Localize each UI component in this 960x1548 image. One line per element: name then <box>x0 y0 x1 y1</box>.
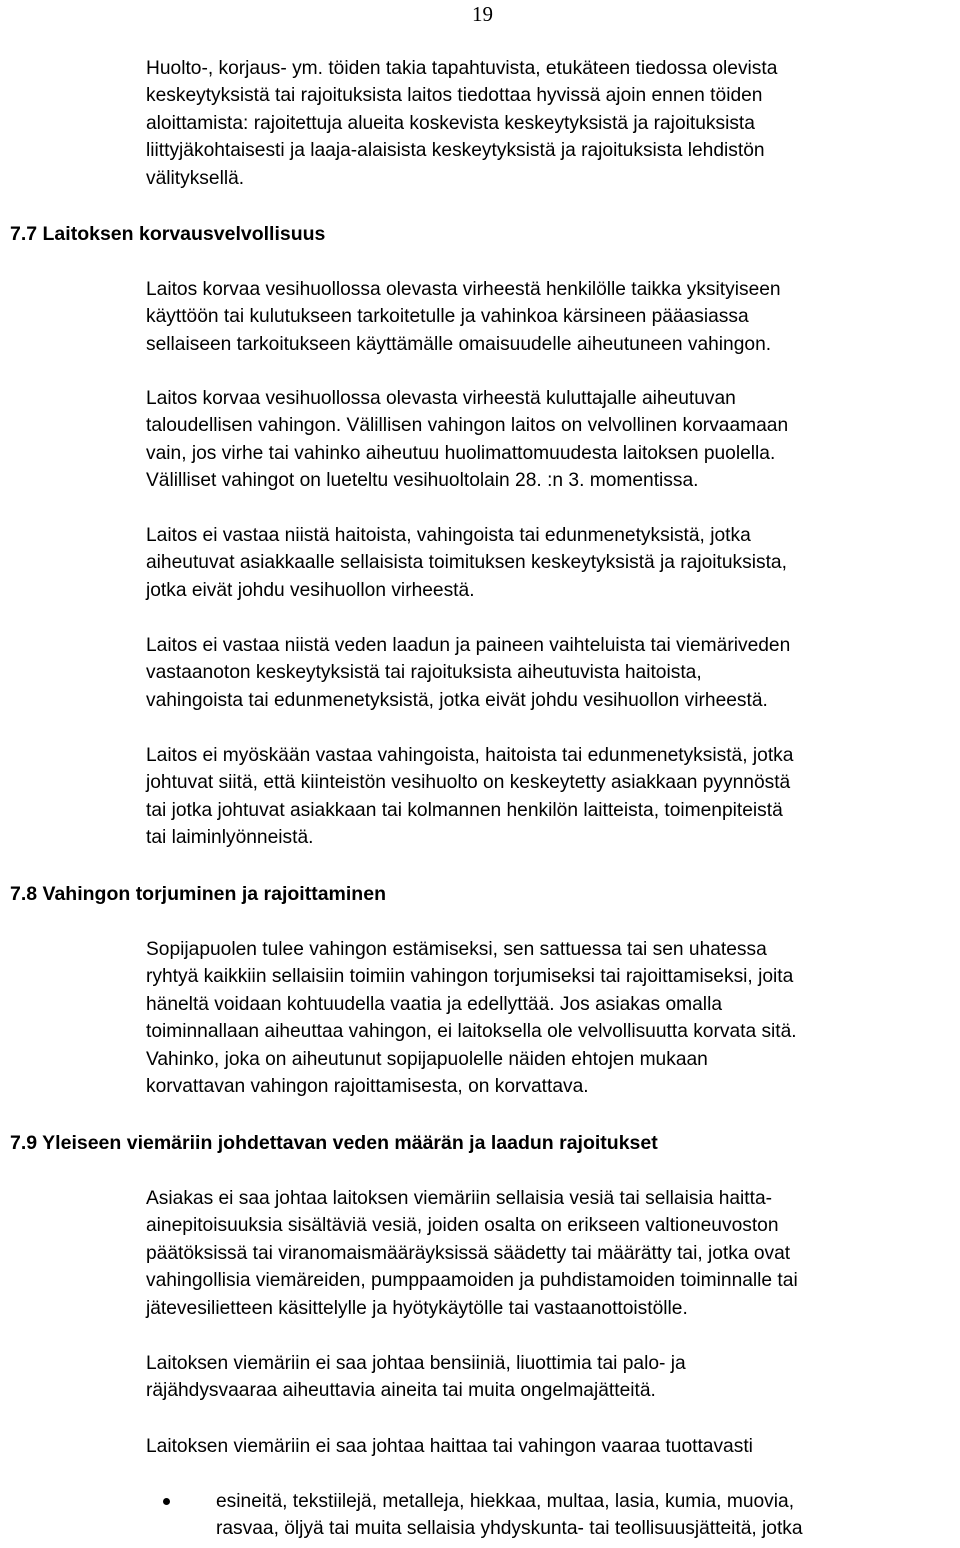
text-line: Laitos ei vastaa niistä haitoista, vahingoista tai edunmenetyksistä, jotka <box>146 525 751 546</box>
text-line: aloittamista: rajoitettuja alueita koskevista keskeytyksistä ja rajoituksista <box>146 112 755 134</box>
text-line: käyttöön tai kulutukseen tarkoitetulle ja vahinkoa kärsineen pääasiassa <box>146 306 749 328</box>
section-heading-7-8: 7.8 Vahingon torjuminen ja rajoittaminen <box>10 883 386 905</box>
text-line: Laitos korvaa vesihuollossa olevasta virheestä kuluttajalle aiheutuvan <box>146 388 736 409</box>
text-line: Vahinko, joka on aiheutunut sopijapuolelle näiden ehtojen mukaan <box>146 1048 708 1070</box>
intro-paragraph <box>146 55 958 192</box>
text-line: Sopijapuolen tulee vahingon estämiseksi, sen sattuessa tai sen uhatessa <box>146 939 767 960</box>
text-line: vain, jos virhe tai vahinko aiheutuu huolimattomuudesta laitoksen puolella. <box>146 442 776 464</box>
text-line: taloudellisen vahingon. Välillisen vahingon laitos on velvollinen korvaamaan <box>146 415 789 437</box>
text-line: Laitos ei myöskään vastaa vahingoista, haitoista tai edunmenetyksistä, jotka <box>146 745 794 766</box>
paragraph <box>146 632 958 714</box>
text-line: liittyjäkohtaisesti ja laaja-alaisista keskeytyksistä ja rajoituksista lehdistön <box>146 140 765 162</box>
text-line: Huolto-, korjaus- ym. töiden takia tapahtuvista, etukäteen tiedossa olevista <box>146 58 778 79</box>
bullet-list <box>146 1488 958 1543</box>
text-line: Laitos korvaa vesihuollossa olevasta virheestä henkilölle taikka yksityiseen <box>146 279 781 300</box>
list-item <box>146 1488 958 1543</box>
paragraph <box>146 1433 958 1460</box>
text-line: ainepitoisuuksia sisältäviä vesiä, joiden osalta on erikseen valtioneuvoston <box>146 1215 779 1237</box>
text-line: keskeytyksistä tai rajoituksista laitos tiedottaa hyvissä ajoin ennen töiden <box>146 85 763 107</box>
text-line: esineitä, tekstiilejä, metalleja, hiekkaa, multaa, lasia, kumia, muovia, <box>216 1491 795 1512</box>
text-line: Laitoksen viemäriin ei saa johtaa haittaa tai vahingon vaaraa tuottavasti <box>146 1436 753 1457</box>
text-line: korvattavan vahingon rajoittamisesta, on korvattava. <box>146 1076 589 1098</box>
paragraph <box>146 385 958 495</box>
paragraph <box>146 742 958 852</box>
text-line: Välilliset vahingot on lueteltu vesihuoltolain 28. :n 3. momentissa. <box>146 470 699 492</box>
text-line: Laitos ei vastaa niistä veden laadun ja paineen vaihteluista tai viemäriveden <box>146 635 791 656</box>
paragraph <box>146 1350 958 1405</box>
text-line: tai laiminlyönneistä. <box>146 827 314 849</box>
text-line: tai jotka johtuvat asiakkaan tai kolmannen henkilön laitteista, toimenpiteistä <box>146 799 783 821</box>
paragraph <box>146 1185 958 1322</box>
text-line: toiminnallaan aiheuttaa vahingon, ei laitoksella ole velvollisuutta korvata sitä. <box>146 1021 797 1043</box>
section-heading-7-7: 7.7 Laitoksen korvausvelvollisuus <box>10 223 326 245</box>
text-line: aiheutuvat asiakkaalle sellaisista toimituksen keskeytyksistä ja rajoituksista, <box>146 552 787 574</box>
text-line: sellaiseen tarkoitukseen käyttämälle omaisuudelle aiheutuneen vahingon. <box>146 333 772 355</box>
text-line: häneltä voidaan kohtuudella vaatia ja edellyttää. Jos asiakas omalla <box>146 993 722 1015</box>
text-line: vahingoista tai edunmenetyksistä, jotka eivät johdu vesihuollon virheestä. <box>146 689 768 711</box>
paragraph <box>146 276 958 358</box>
bullet-icon <box>163 1498 170 1505</box>
text-line: Laitoksen viemäriin ei saa johtaa bensiiniä, liuottimia tai palo- ja <box>146 1353 686 1374</box>
text-line: jätevesilietteen käsittelylle ja hyötykäytölle tai vastaanottoistölle. <box>146 1297 688 1319</box>
paragraph <box>146 936 958 1100</box>
text-line: välityksellä. <box>146 167 245 189</box>
text-line: rasvaa, öljyä tai muita sellaisia yhdyskunta- tai teollisuusjätteitä, jotka <box>216 1518 803 1540</box>
text-line: päätöksissä tai viranomaismääräyksissä säädetty tai määrätty tai, jotka ovat <box>146 1242 791 1264</box>
text-line: vahingollisia viemäreiden, pumppaamoiden ja puhdistamoiden toiminnalle tai <box>146 1270 798 1292</box>
text-line: räjähdysvaaraa aiheuttavia aineita tai muita ongelmajätteitä. <box>146 1380 656 1402</box>
text-line: ryhtyä kaikkiin sellaisiin toimiin vahingon torjumiseksi tai rajoittamiseksi, joita <box>146 966 794 988</box>
section-heading-7-9: 7.9 Yleiseen viemäriin johdettavan veden määrän ja laadun rajoitukset <box>10 1132 658 1154</box>
text-line: jotka eivät johdu vesihuollon virheestä. <box>146 579 475 601</box>
text-line: johtuvat siitä, että kiinteistön vesihuolto on keskeytetty asiakkaan pyynnöstä <box>146 772 791 794</box>
page-number: 19 <box>472 2 493 26</box>
paragraph <box>146 522 958 604</box>
text-line: vastaanoton keskeytyksistä tai rajoituksista aiheutuvista haitoista, <box>146 662 702 684</box>
text-line: Asiakas ei saa johtaa laitoksen viemäriin sellaisia vesiä tai sellaisia haitta- <box>146 1188 773 1209</box>
